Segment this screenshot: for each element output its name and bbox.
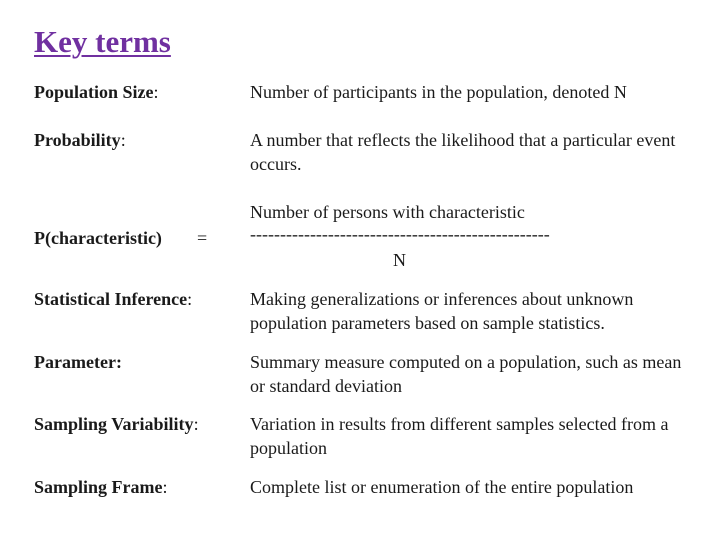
term-colon: :	[193, 414, 199, 434]
term-colon: :	[162, 477, 168, 497]
term-label: Statistical Inference	[34, 289, 188, 309]
term-sampling-frame	[34, 475, 168, 499]
formula-equals: =	[197, 228, 208, 248]
definition-sampling-variability: Variation in results from different samples selected from a population	[250, 414, 669, 458]
term-statistical-inference	[34, 287, 192, 311]
term-sampling-variability	[34, 412, 199, 436]
term-population-size	[34, 80, 159, 104]
term-probability	[34, 128, 126, 152]
formula-lhs	[34, 226, 162, 250]
term-colon: :	[187, 289, 193, 309]
formula-numerator: Number of persons with characteristic	[250, 202, 525, 222]
term-label: Sampling Variability	[34, 414, 194, 434]
term-label: Population Size	[34, 82, 154, 102]
formula-lhs-label: P(characteristic)	[34, 228, 162, 248]
term-colon: :	[153, 82, 159, 102]
definition-sampling-frame: Complete list or enumeration of the entire population	[250, 477, 634, 497]
definition-population-size: Number of participants in the population, denoted N	[250, 82, 627, 102]
definition-probability: A number that reflects the likelihood that a particular event occurs.	[250, 130, 676, 174]
term-parameter	[34, 350, 122, 374]
slide-title: Key terms	[34, 24, 171, 59]
definition-statistical-inference: Making generalizations or inferences about unknown population parameters based on sample statistics.	[250, 289, 634, 333]
formula-divider: --------------------------------------------------	[250, 224, 550, 244]
term-label: Sampling Frame	[34, 477, 163, 497]
term-label: Parameter:	[34, 352, 122, 372]
definition-parameter: Summary measure computed on a population, such as mean or standard deviation	[250, 352, 682, 396]
formula-denominator: N	[393, 250, 406, 270]
term-label: Probability	[34, 130, 121, 150]
term-colon: :	[120, 130, 126, 150]
